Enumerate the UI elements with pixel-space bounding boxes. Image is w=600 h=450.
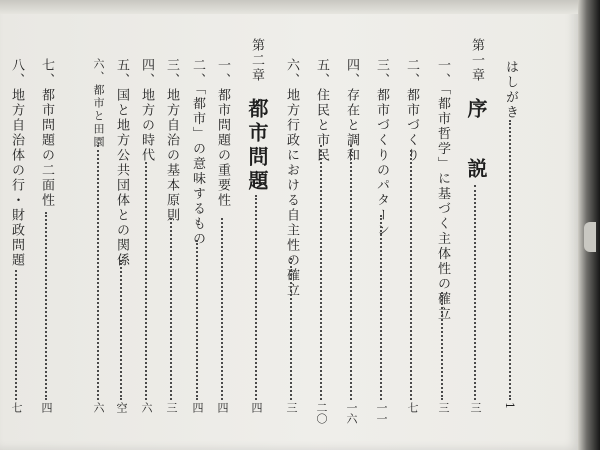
chapter1-heading: 第一章 (469, 38, 484, 83)
toc-page-num: 三 (165, 402, 178, 413)
leader-dots (320, 145, 322, 400)
leader-dots (509, 120, 511, 400)
toc-page-num: 七 (406, 402, 419, 413)
toc-page-num: 三 (437, 402, 450, 413)
leader-dots (255, 195, 257, 400)
toc-preface: はしがき (503, 60, 518, 120)
toc-page-num: 七 (10, 402, 23, 413)
toc-item: 一、「都市哲学」に基づく主体性の確立 (435, 58, 450, 322)
chapter2-heading: 第二章 (249, 38, 264, 83)
toc-item: 五、住民と市民 (314, 58, 329, 163)
toc-page-num: 二〇 (315, 402, 328, 424)
toc-item: 四、存在と調和 (344, 58, 359, 163)
toc-page-num: 四 (40, 402, 53, 413)
toc-page-num: 三 (285, 402, 298, 413)
toc-item: 六、都市と田園 (92, 58, 105, 149)
leader-dots (15, 270, 17, 400)
leader-dots (170, 218, 172, 400)
page-top-shadow (0, 0, 600, 14)
leader-dots (350, 145, 352, 400)
leader-dots (441, 292, 443, 400)
toc-item: 三、都市づくりのパターン (374, 58, 389, 238)
leader-dots (474, 185, 476, 400)
toc-item: 五、国と地方公共団体との関係 (114, 58, 129, 268)
toc-item: 四、地方の時代 (139, 58, 154, 163)
toc-page-num: 六 (92, 402, 105, 413)
toc-item: 七、都市問題の二面性 (39, 58, 54, 208)
leader-dots (196, 240, 198, 400)
toc-page-num: 1 (503, 402, 516, 409)
toc-page-num: 四 (250, 402, 263, 413)
toc-item: 三、地方自治の基本原則 (164, 58, 179, 223)
toc-item: 二、「都市」の意味するもの (190, 58, 205, 247)
leader-dots (380, 215, 382, 400)
chapter1-title: 序 説 (464, 98, 488, 188)
leader-dots (97, 145, 99, 400)
toc-page-num: 四 (216, 402, 229, 413)
toc-item: 二、都市づくり (404, 58, 419, 163)
toc-item: 八、地方自治体の行・財政問題 (9, 58, 24, 268)
leader-dots (45, 212, 47, 400)
leader-dots (221, 218, 223, 400)
leader-dots (290, 258, 292, 400)
toc-page-num: 一一 (375, 402, 388, 424)
toc-page-num: 六 (140, 402, 153, 413)
toc-page-num: 三 (469, 402, 482, 413)
toc-page-num: 一六 (345, 402, 358, 424)
chapter2-title: 都市問題 (245, 98, 269, 194)
leader-dots (145, 162, 147, 400)
toc-item: 六、地方行政における自主性の確立 (284, 58, 299, 298)
toc-page-num: 空 (115, 402, 128, 413)
leader-dots (120, 260, 122, 400)
toc-item: 一、都市問題の重要性 (215, 58, 230, 208)
binder-tab (584, 222, 596, 252)
toc-page-num: 四 (191, 402, 204, 413)
leader-dots (410, 150, 412, 400)
